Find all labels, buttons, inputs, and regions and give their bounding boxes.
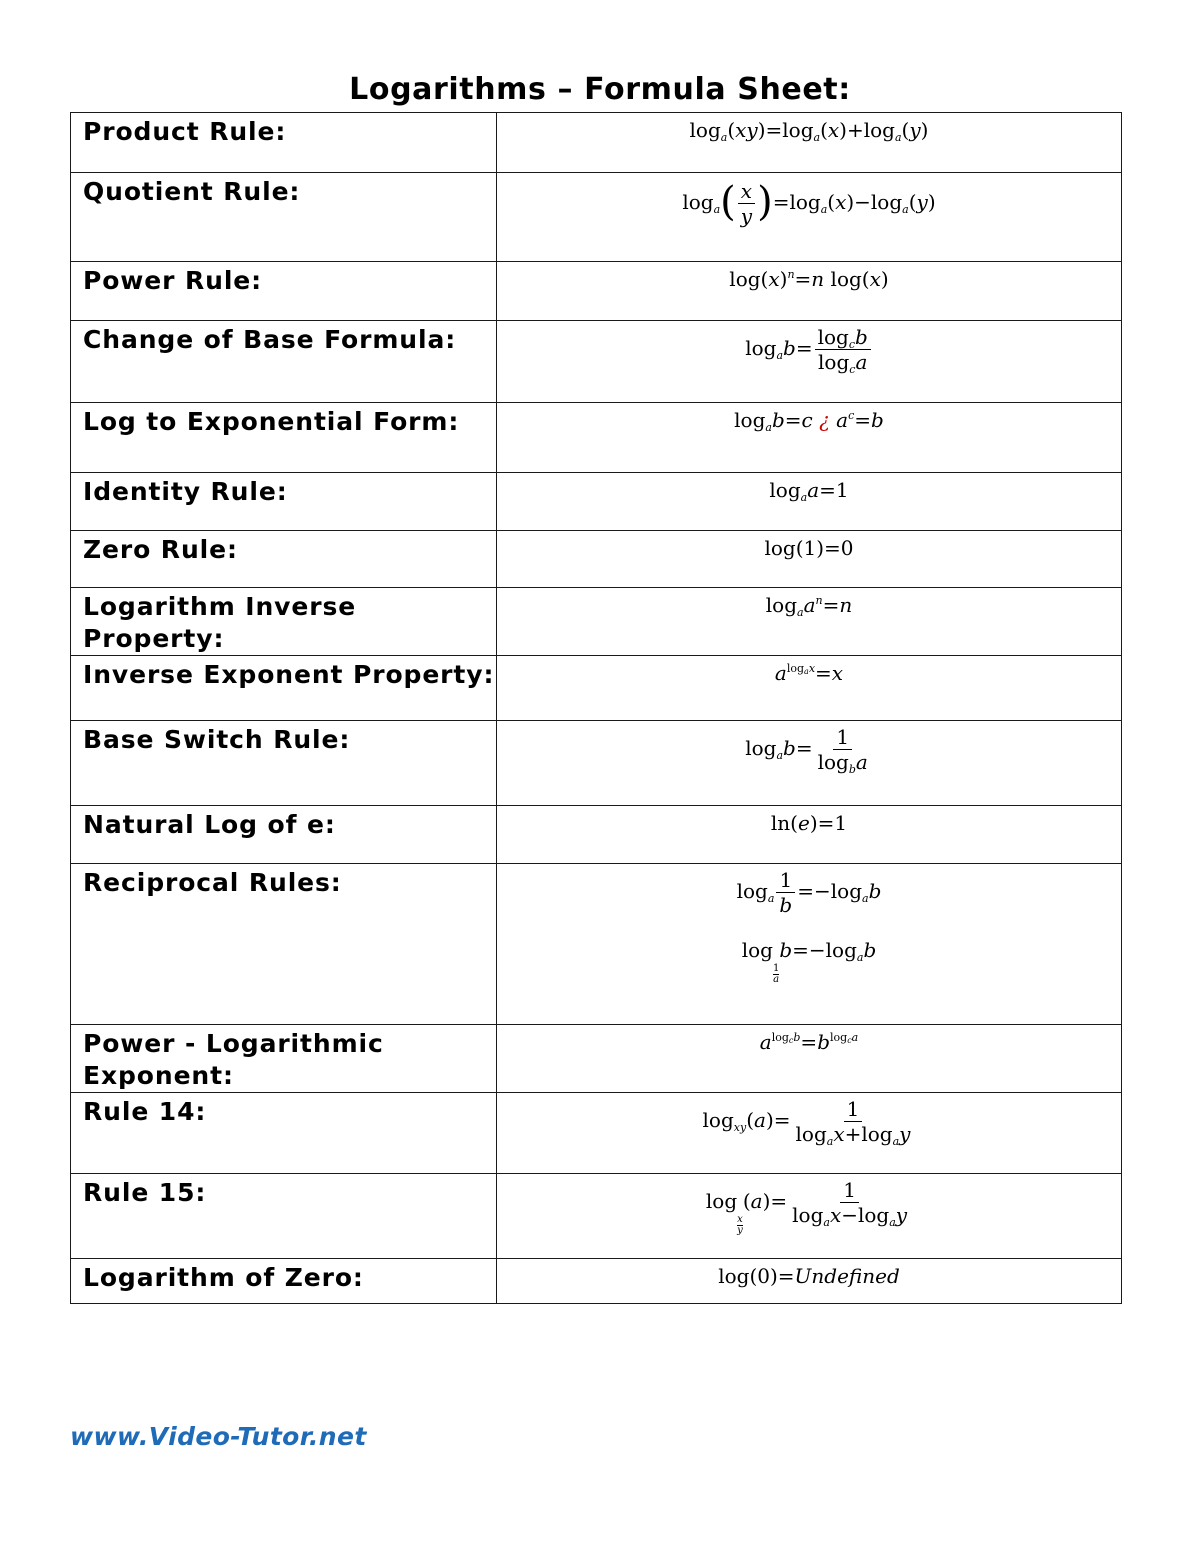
table-row <box>71 806 1122 864</box>
table-row <box>71 1093 1122 1174</box>
rule-label: Rule 14: <box>71 1093 497 1174</box>
rule-label: Reciprocal Rules: <box>71 864 497 1025</box>
rule-label: Base Switch Rule: <box>71 721 497 806</box>
formula-change-of-base: $\log_ab=$ $\frac{\log_cb}{\log_ca}$ <box>497 321 1122 403</box>
table-row <box>71 113 1122 173</box>
formula-log-to-exp: $\log_ab=c$ ¿ $a^c=b$ <box>497 403 1122 473</box>
table-row <box>71 321 1122 403</box>
rule-label: Power Rule: <box>71 262 497 321</box>
table-row <box>71 403 1122 473</box>
table-row <box>71 864 1122 1025</box>
rule-label: Product Rule: <box>71 113 497 173</box>
rule-label: Quotient Rule: <box>71 173 497 262</box>
formula-identity: $\log_aa=1$ <box>497 473 1122 531</box>
table-row <box>71 588 1122 656</box>
formula-reciprocal: $\log_a$ $\frac{1}{b}$ $=-\log_ab$ log $\frac{1}{a}$ $b=-\log_ab$ <box>497 864 1122 1025</box>
formula-log-inverse: $\log_aa^n=n$ <box>497 588 1122 656</box>
formula-quotient: $\log_a$( $\frac{x}{y}$ )$=\log_a(x)-\log_a(y)$ <box>497 173 1122 262</box>
formula-base-switch: $\log_ab=$ $\frac{1}{\log_ba}$ <box>497 721 1122 806</box>
formula-inverse-exponent: $a^{log_ax}=x$ <box>497 656 1122 721</box>
rule-label: Identity Rule: <box>71 473 497 531</box>
table-row <box>71 1025 1122 1093</box>
formula-rule-14: $\log_{xy}(a)=$ $\frac{1}{\log_ax+\log_ay}$ <box>497 1093 1122 1174</box>
formula-power-log-exponent: $a^{log_cb}=b^{log_ca}$ <box>497 1025 1122 1093</box>
footer-link[interactable]: www.Video-Tutor.net <box>70 1422 367 1451</box>
formula-natural-log: ln(e)=1 <box>497 806 1122 864</box>
table-row <box>71 1259 1122 1304</box>
table-row <box>71 1174 1122 1259</box>
rule-label: Logarithm Inverse Property: <box>71 588 497 656</box>
formula-power: $\log(x)^n=n$ log(x) <box>497 262 1122 321</box>
rule-label: Inverse Exponent Property: <box>71 656 497 721</box>
rule-label: Log to Exponential Form: <box>71 403 497 473</box>
formula-rule-15: log $\frac{x}{y}$ (a)= $\frac{1}{\log_ax-\log_ay}$ <box>497 1174 1122 1259</box>
table-row <box>71 531 1122 588</box>
table-row <box>71 721 1122 806</box>
page-title: Logarithms – Formula Sheet: <box>349 72 851 107</box>
rule-label: Zero Rule: <box>71 531 497 588</box>
table-row <box>71 656 1122 721</box>
formula-log-zero: log(0)=Undefined <box>497 1259 1122 1304</box>
formula-table <box>70 112 1122 1304</box>
undefined-text: Undefined <box>794 1264 900 1288</box>
rule-label: Change of Base Formula: <box>71 321 497 403</box>
formula-product: $\log_a(xy)=\log_a(x)+\log_a(y)$ <box>497 113 1122 173</box>
formula-zero: log(1)=0 <box>497 531 1122 588</box>
rule-label: Rule 15: <box>71 1174 497 1259</box>
rule-label: Power - Logarithmic Exponent: <box>71 1025 497 1093</box>
rule-label: Logarithm of Zero: <box>71 1259 497 1304</box>
table-row <box>71 473 1122 531</box>
rule-label: Natural Log of e: <box>71 806 497 864</box>
table-row <box>71 262 1122 321</box>
table-row <box>71 173 1122 262</box>
